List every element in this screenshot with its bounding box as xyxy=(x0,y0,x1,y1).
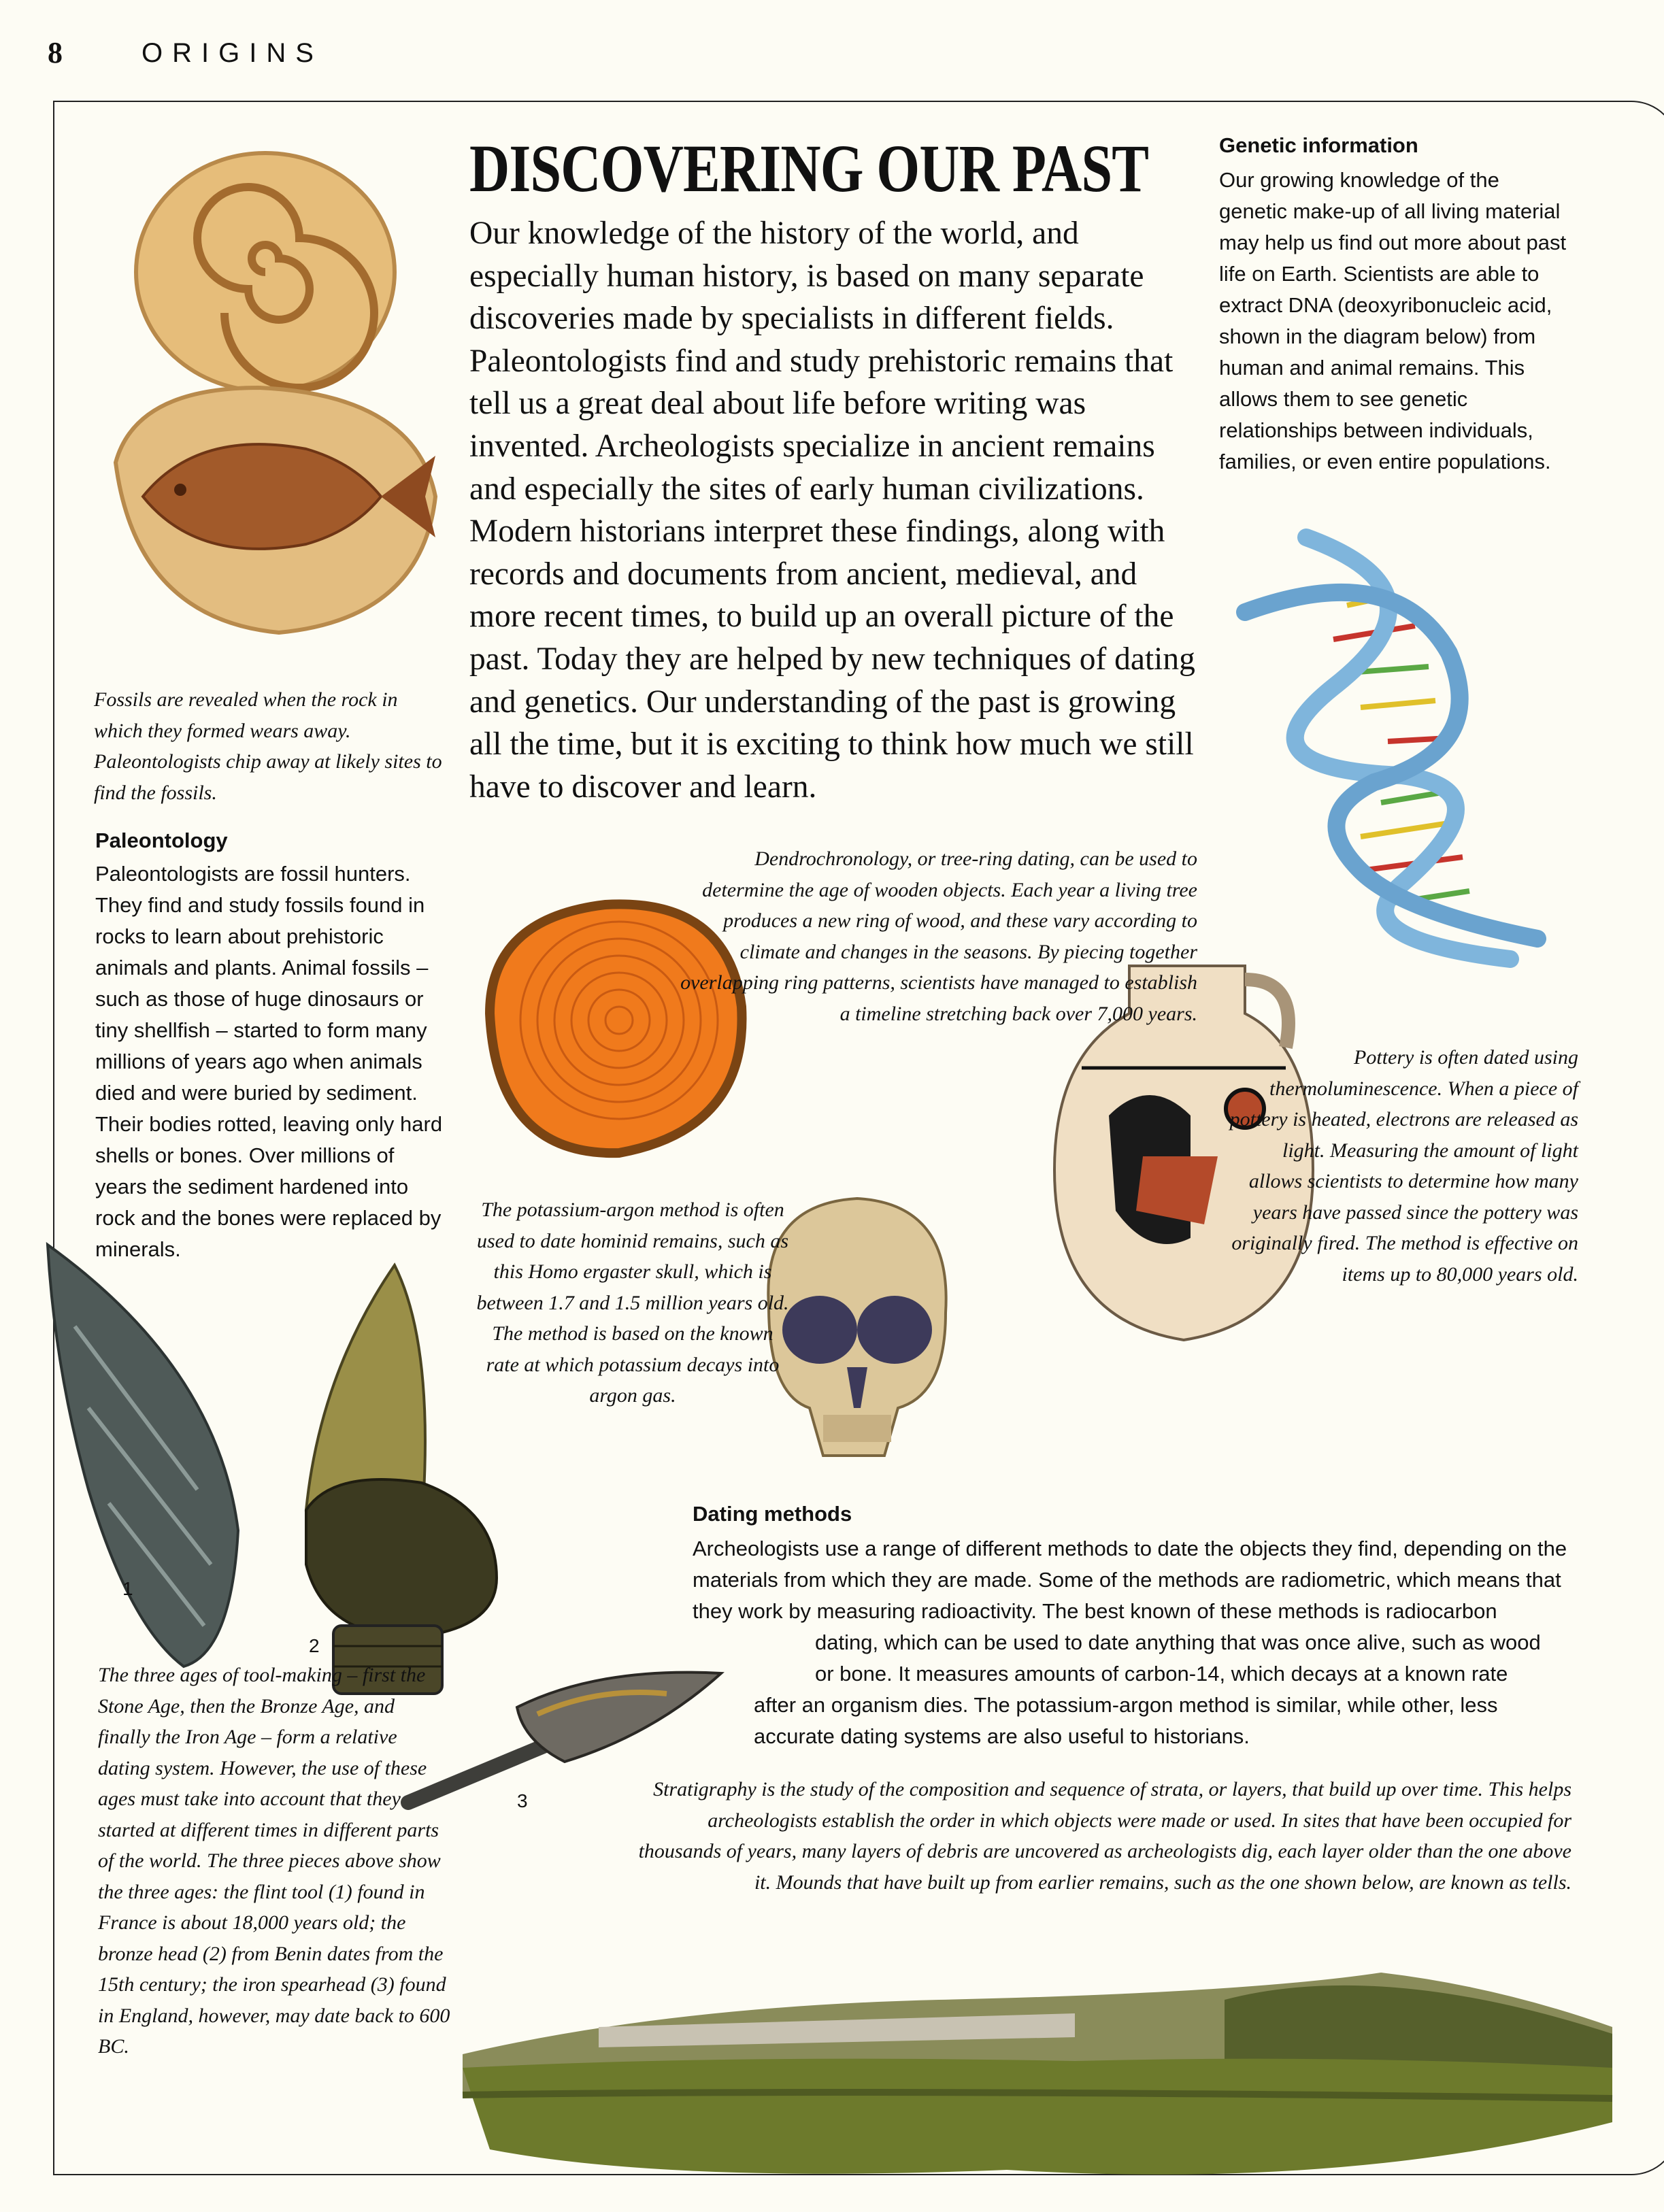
genetic-body: Our growing knowledge of the genetic make-up of all living material may help us find out more about past life on Earth. Scientists are able to extract DNA (deoxyribonucleic acid, shown in the diagram below) from human and animal remains. This allows them to see genetic relationships between individuals, families, or even entire populations. xyxy=(1219,168,1567,473)
dating-body-4: after an organism dies. The potassium-argon method is similar, while other, less accurate dating systems are also useful to historians. xyxy=(754,1693,1498,1748)
potassium-argon-caption: The potassium-argon method is often used to date hominid remains, such as this Homo ergaster skull, which is between 1.7 and 1.5 million years old. The method is based on the known rate at which potassium decays into argon gas. xyxy=(476,1199,789,1407)
item-number-bronze: 2 xyxy=(309,1635,320,1656)
item-number-flint: 1 xyxy=(122,1578,133,1599)
intro-paragraph: Our knowledge of the history of the world, and especially human history, is based on many separate discoveries made by specialists in different fields. Paleontologists find and study prehistoric remains that tell us a great deal about life before writing was invented. Archeologists specialize in ancient remains and especially the sites of early human civilizations. Modern historians interpret these findings, along with records and documents from ancient, medieval, and more recent times, to build up an overall picture of the past. Today they are helped by new techniques of dating and genetics. Our understanding of the past is growing all the time, but it is exciting to think how much we still have to discover and learn. xyxy=(469,216,1195,805)
paleontology-body: Paleontologists are fossil hunters. They find and study fossils found in rocks to learn about prehistoric animals and plants. Animal fossils – such as those of huge dinosaurs or tiny shellfish – started to form many millions of years ago when animals died and were buried by sediment. Their bodies rotted, leaving only hard shells or bones. Over millions of years the sediment hardened into rock and the bones were replaced by minerals. xyxy=(95,862,443,1261)
item-number-iron: 3 xyxy=(517,1790,528,1811)
running-head: ORIGINS xyxy=(142,38,323,68)
flint-tool-illustration xyxy=(48,1245,245,1680)
dating-body-3: or bone. It measures amounts of carbon-14, which decays at a known rate xyxy=(815,1662,1508,1686)
genetic-heading: Genetic information xyxy=(1219,133,1418,157)
stratigraphy-caption: Stratigraphy is the study of the composition and sequence of strata, or layers, that build up over time. This helps archeologists establish the order in which objects were made or used. In sites that have been occupied for thousands of years, many layers of debris are uncovered as archeologists dig, each layer older than the one above it. Mounds that have built up from earlier remains, such as the one shown below, are known as tells. xyxy=(638,1778,1571,1894)
page-title: DISCOVERING OUR PAST xyxy=(469,131,1149,206)
dna-helix-illustration xyxy=(1225,531,1551,966)
fossil-illustration xyxy=(82,143,463,660)
fossils-caption: Fossils are revealed when the rock in which they formed wears away. Paleontologists chip away at likely sites to find the fossils. xyxy=(94,688,442,804)
pottery-caption: Pottery is often dated using thermoluminescence. When a piece of pottery is heated, electrons are released as light. Measuring the amount of light allows scientists to determine how many years have passed since the pottery was originally fired. The method is effective on items up to 80,000 years old. xyxy=(1229,1046,1578,1286)
dendrochronology-caption: Dendrochronology, or tree-ring dating, can be used to determine the age of wooden objects. Each year a living tree produces a new ring of wood, and these vary according to climate and changes in the seasons. By piecing together overlapping ring patterns, scientists have managed to establish a timeline stretching back over 7,000 years. xyxy=(680,848,1197,1025)
page-number: 8 xyxy=(48,36,63,69)
tell-landscape-illustration xyxy=(463,1918,1612,2190)
dating-body-2: dating, which can be used to date anything that was once alive, such as wood xyxy=(815,1630,1541,1654)
dating-heading: Dating methods xyxy=(693,1502,852,1526)
paleontology-heading: Paleontology xyxy=(95,828,228,852)
three-ages-caption: The three ages of tool-making – first the Stone Age, then the Bronze Age, and finally the Iron Age – form a relative dating system. However, the use of these ages must take into account that they started at different times in different parts of the world. The three pieces above show the three ages: the flint tool (1) found in France is about 18,000 years old; the bronze head (2) from Benin dates from the 15th century; the iron spearhead (3) found in England, however, may date back to 600 BC. xyxy=(98,1664,450,2058)
dating-body-1: Archeologists use a range of different methods to date the objects they find, depending on the materials from which they are made. Some of the methods are radiometric, which means that they work by measuring radioactivity. The best known of these methods is radiocarbon xyxy=(693,1537,1567,1623)
